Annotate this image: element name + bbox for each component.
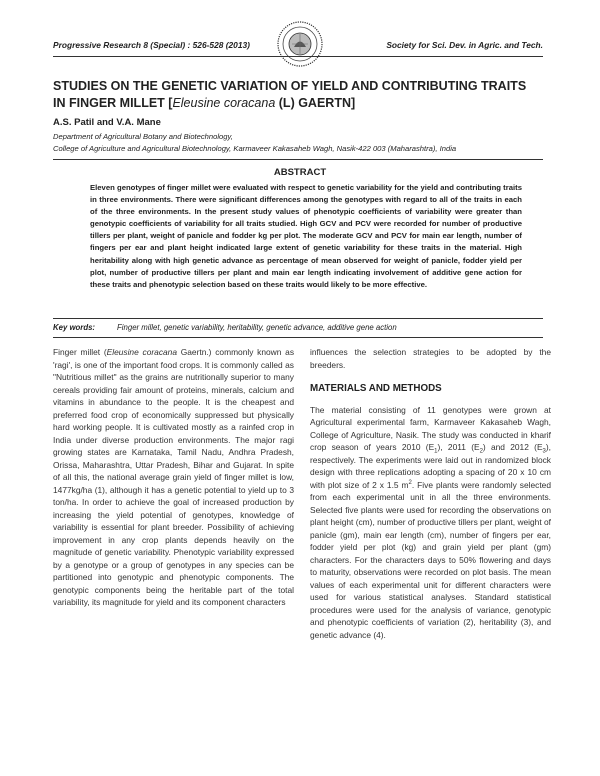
keywords-label: Key words: [53,323,96,332]
keywords [53,323,397,332]
methods-paragraph [310,404,551,642]
intro-continuation: influences the selection strategies to be adopted by the breeders. [310,347,551,370]
journal-citation: Progressive Research 8 (Special) : 526-528 (2013) [53,40,250,50]
abstract-bottom-rule [53,318,543,319]
keywords-rule [53,337,543,338]
society-name: Society for Sci. Dev. in Agric. and Tech. [386,40,543,50]
title-species: Eleusine coracana [172,96,276,110]
title-line-2-prefix: IN FINGER MILLET [ [53,96,173,110]
methods-text-4: ), respectively. The experiments were laid out in randomized block design with three replications adopting a spacing of 20 x 10 cm with plot size of 2 x 1.5 m [310,442,551,490]
abstract-top-rule [53,159,543,160]
left-column [53,346,294,609]
paper-title [53,78,553,112]
affiliation-college: College of Agriculture and Agricultural Biotechnology, Karmaveer Kakasaheb Wagh, Nasik-422 003 (Maharashtra), India [53,144,457,153]
intro-species: Eleusine coracana [106,347,177,357]
methods-text-2: ), 2011 (E [437,442,480,452]
keywords-text: Finger millet, genetic variability, heritability, genetic advance, additive gene action [117,323,397,332]
area-superscript: 2 [408,479,412,486]
methods-text-3: ) and 2012 (E [482,442,543,452]
title-line-2-suffix: (L) GAERTN] [275,96,356,110]
right-column [310,346,551,641]
env-subscript-3: 3 [542,448,546,455]
header-rule [53,56,543,57]
intro-text-a: Finger millet ( [53,347,107,357]
abstract-text: Eleven genotypes of finger millet were evaluated with respect to genetic variability for the yield and contributing traits in three environments. There were significant differences among the genotypes with regard to all of the traits in each of the three environments. In the present study values of phenotypic coefficients of variability were greater than genotypic coefficients of variability for all traits studied. High GCV and PCV were recorded for number of productive tillers per plant, weight of panicle and fodder kg per plot. The moderate GCV and PCV for main ear length, number of fingers per ear and plant height indicated large extent of genetic variability for these traits in the material. High heritability along with high genetic advance as percentage of mean observed for weight of panicle, fodder yield per plot, number of productive tillers per plant and main ear length indicating involvement of additive gene action for these traits and phenotypic selection based on these traits would likely to be more effective. [90,183,522,289]
methods-heading: MATERIALS AND METHODS [310,383,442,394]
methods-text-5: . Five plants were randomly selected from each experimental unit in all the three environments. Selected five plants were used for recording the observations on plant height (cm), number of productive tillers per plant, weight of panicle (gm), main ear length (cm), number of fingers per ear, fodder yield per plot (kg) and grain yield per plant (gm) characters. For the characters days to 50% flowering and days to maturity, observations were recorded on plot basis. The mean values of each experimental unit for different characters were used for various statistical analyses. Standard statistical procedures were used for the analysis of variance, genotypic and phenotypic coefficients of variation (2), heritability (3), and genetic advance (4). [310,479,551,640]
title-line-1: STUDIES ON THE GENETIC VARIATION OF YIELD AND CONTRIBUTING TRAITS [53,79,527,93]
intro-text-b: Gaertn.) commonly known as 'ragi', is one of the important food crops. It is commonly called as "Nutritious millet" as the grains are nutritionally superior to many cereals providing fair amount of proteins, minerals, calcium and vitamins in abundance to the people. It is the cheapest and preferred food crop of economically suppressed but physically hard working people. It is cultivated mostly as a rainfed crop in India under diverse production environments. The major ragi growing states are Karnataka, Tamil Nadu, Andhra Pradesh, Orissa, Maharashtra, Uttar Pradesh, Bihar and Gujarat. In spite of all this, the national average grain yield of finger millet is low, 1477kg/ha (1), although it has a genetic potential to yield up to 3 ton/ha. In order to achieve the goal of increased production by increasing the yield potential of genotypes, knowledge of variability is essential for plant breeder. Possibility of achieving improvement in any crop plants depends heavily on the magnitude of genetic variability. Phenotypic variability expressed by a genotype or a group of genotypes in any species can be partitioned into genotypic and phenotypic components. The genotypic components being the heritable part of the total variability, its magnitude for yield and its component characters [53,347,295,607]
intro-paragraph [53,346,294,609]
authors: A.S. Patil and V.A. Mane [53,117,161,128]
society-seal-logo [276,20,324,68]
env-subscript-1: 1 [434,448,438,455]
methods-text-1: The material consisting of 11 genotypes were grown at Agricultural experimental farm, Karmaveer Kakasaheb Wagh, College of Agriculture, Nasik. The study was conducted in kharif crop season of years 2010 (E [310,404,551,452]
abstract-heading: ABSTRACT [273,167,327,178]
env-subscript-2: 2 [479,448,483,455]
affiliation-department: Department of Agricultural Botany and Biotechnology, [53,132,233,141]
